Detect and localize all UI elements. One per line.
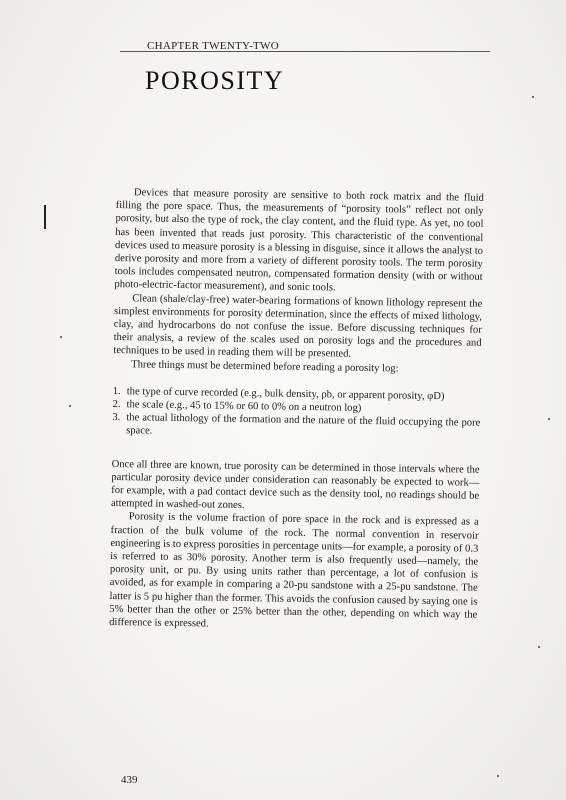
scan-speck — [497, 775, 499, 777]
list-number: 1. — [112, 385, 121, 397]
paragraph: Clean (shale/clay-free) water-bearing formations of known lithology represent the simplest environments for porosity determination, since the effects of mixed lithology, clay, and hydrocarbons do not confuse the issue. Before discussing techniques for their analysis, a review of the scales used on porosity logs and the procedures and techniques to be used in reading them will be presented. — [113, 292, 483, 361]
margin-mark — [44, 205, 46, 229]
list-item — [112, 411, 480, 443]
scan-speck — [69, 405, 71, 407]
numbered-list — [112, 385, 481, 444]
scan-speck — [548, 418, 550, 420]
paragraph: Once all three are known, true porosity can be determined in those intervals where the particular porosity device under consideration can reasonably be expected to work—for example, with a pad contact device such as the density tool, no readings should be attempted in washed-out zones. — [110, 458, 480, 512]
list-text: the scale (e.g., 45 to 15% or 60 to 0% on a neutron log) — [126, 399, 362, 414]
list-number: 2. — [112, 399, 121, 411]
body-text — [109, 186, 484, 635]
page-title: POROSITY — [145, 66, 285, 95]
list-number: 3. — [112, 412, 121, 424]
page-number: 439 — [121, 774, 138, 786]
paragraph: Three things must be determined before reading a porosity log: — [131, 358, 399, 375]
list-text: the actual lithology of the formation and the nature of the fluid occupying the pore space. — [126, 412, 481, 438]
paragraph: Devices that measure porosity are sensitive to both rock matrix and the fluid filling the pore space. Thus, the measurements of “porosity tools” reflect not only porosity, but also the type of rock, the clay content, and the fluid type. As yet, no tool has been invented that reads just porosity. This characteristic of the conventional devices used to measure porosity is a blessing in disguise, since it allows the analyst to derive porosity and more from a variety of different porosity tools. The term porosity tools includes compensated neutron, compensated formation density (with or without photo-electric-factor measurement), and sonic tools. — [114, 187, 484, 294]
chapter-label: CHAPTER TWENTY-TWO — [147, 40, 279, 52]
paragraph: Porosity is the volume fraction of pore space in the rock and is expressed as a fraction of the bulk volume of the rock. The normal convention in reservoir engineering is to express porosities in percentage units—for example, a porosity of 0.3 is referred to as 30% porosity. Another term is also frequently used—namely, the porosity unit, or pu. By using units rather than percentage, a lot of confusion is avoided, as for example in comparing a 20-pu sandstone with a 25-pu sandstone. The latter is 5 pu higher than the former. This avoids the confusion caused by saying one is 5% better than the other or 25% better than the other, depending on which way the difference is expressed. — [109, 511, 479, 630]
scan-speck — [532, 96, 534, 98]
list-text: the type of curve recorded (e.g., bulk density, ρb, or apparent porosity, φD) — [126, 386, 445, 403]
scan-speck — [538, 646, 540, 648]
scan-speck — [60, 336, 62, 338]
